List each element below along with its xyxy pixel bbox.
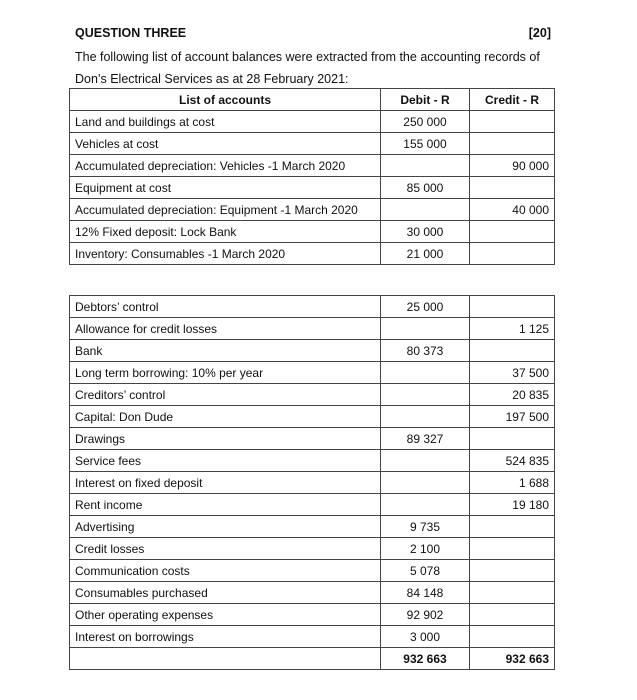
debit-cell xyxy=(381,362,470,384)
credit-cell: 1 125 xyxy=(470,318,555,340)
question-title: QUESTION THREE xyxy=(75,26,187,40)
table-row xyxy=(70,384,555,406)
totals-row xyxy=(70,648,555,670)
credit-cell: 19 180 xyxy=(470,494,555,516)
account-cell: Accumulated depreciation: Equipment -1 March 2020 xyxy=(70,199,381,221)
account-cell: Rent income xyxy=(70,494,381,516)
account-cell: Capital: Don Dude xyxy=(70,406,381,428)
account-cell: Allowance for credit losses xyxy=(70,318,381,340)
debit-cell xyxy=(381,406,470,428)
account-cell: Long term borrowing: 10% per year xyxy=(70,362,381,384)
account-cell: Debtors’ control xyxy=(70,296,381,318)
credit-cell: 20 835 xyxy=(470,384,555,406)
credit-cell xyxy=(470,133,555,155)
table-row xyxy=(70,296,555,318)
debit-cell: 21 000 xyxy=(381,243,470,265)
table-row xyxy=(70,538,555,560)
debit-cell: 30 000 xyxy=(381,221,470,243)
intro-text xyxy=(75,46,565,90)
account-cell: Creditors’ control xyxy=(70,384,381,406)
account-cell: Advertising xyxy=(70,516,381,538)
debit-cell xyxy=(381,199,470,221)
credit-cell xyxy=(470,221,555,243)
credit-cell xyxy=(470,340,555,362)
debit-cell: 5 078 xyxy=(381,560,470,582)
table-header-row xyxy=(70,89,555,111)
debit-cell xyxy=(381,494,470,516)
account-cell: Vehicles at cost xyxy=(70,133,381,155)
account-cell: Inventory: Consumables -1 March 2020 xyxy=(70,243,381,265)
debit-cell: 80 373 xyxy=(381,340,470,362)
account-cell: Drawings xyxy=(70,428,381,450)
account-cell: Land and buildings at cost xyxy=(70,111,381,133)
table-row xyxy=(70,133,555,155)
account-cell: Interest on borrowings xyxy=(70,626,381,648)
account-cell: Bank xyxy=(70,340,381,362)
account-cell: Communication costs xyxy=(70,560,381,582)
debit-cell: 92 902 xyxy=(381,604,470,626)
credit-cell: 1 688 xyxy=(470,472,555,494)
table-row xyxy=(70,362,555,384)
debit-cell xyxy=(381,472,470,494)
account-cell: Credit losses xyxy=(70,538,381,560)
account-cell: Other operating expenses xyxy=(70,604,381,626)
table-row xyxy=(70,582,555,604)
table-row xyxy=(70,494,555,516)
credit-cell xyxy=(470,296,555,318)
account-cell: Service fees xyxy=(70,450,381,472)
credit-cell: 37 500 xyxy=(470,362,555,384)
debit-cell xyxy=(381,155,470,177)
debit-cell: 155 000 xyxy=(381,133,470,155)
credit-cell: 40 000 xyxy=(470,199,555,221)
credit-cell xyxy=(470,428,555,450)
account-cell: Accumulated depreciation: Vehicles -1 March 2020 xyxy=(70,155,381,177)
credit-cell xyxy=(470,582,555,604)
table-row xyxy=(70,340,555,362)
debit-cell: 25 000 xyxy=(381,296,470,318)
table-row xyxy=(70,604,555,626)
credit-cell xyxy=(470,177,555,199)
credit-cell xyxy=(470,516,555,538)
table-row xyxy=(70,406,555,428)
debit-cell: 2 100 xyxy=(381,538,470,560)
table-row xyxy=(70,155,555,177)
accounts-table-bottom xyxy=(69,295,555,670)
debit-cell: 84 148 xyxy=(381,582,470,604)
credit-cell xyxy=(470,111,555,133)
question-header xyxy=(75,24,551,44)
credit-cell xyxy=(470,243,555,265)
account-cell: Consumables purchased xyxy=(70,582,381,604)
debit-cell xyxy=(381,318,470,340)
credit-cell xyxy=(470,538,555,560)
debit-cell: 85 000 xyxy=(381,177,470,199)
table-row xyxy=(70,111,555,133)
debit-cell: 932 663 xyxy=(381,648,470,670)
intro-line-2: Don’s Electrical Services as at 28 February 2021: xyxy=(75,72,349,86)
table-row xyxy=(70,243,555,265)
table-row xyxy=(70,221,555,243)
table-row xyxy=(70,472,555,494)
header-debit: Debit - R xyxy=(381,89,470,111)
table-row xyxy=(70,428,555,450)
header-credit: Credit - R xyxy=(470,89,555,111)
credit-cell: 90 000 xyxy=(470,155,555,177)
table-row xyxy=(70,626,555,648)
credit-cell: 932 663 xyxy=(470,648,555,670)
table-row xyxy=(70,450,555,472)
table-row xyxy=(70,560,555,582)
header-accounts: List of accounts xyxy=(70,89,381,111)
credit-cell xyxy=(470,604,555,626)
question-marks: [20] xyxy=(528,26,551,40)
debit-cell: 9 735 xyxy=(381,516,470,538)
credit-cell: 197 500 xyxy=(470,406,555,428)
debit-cell: 89 327 xyxy=(381,428,470,450)
account-cell: Interest on fixed deposit xyxy=(70,472,381,494)
credit-cell: 524 835 xyxy=(470,450,555,472)
accounts-table-top xyxy=(69,88,555,265)
account-cell: 12% Fixed deposit: Lock Bank xyxy=(70,221,381,243)
debit-cell: 250 000 xyxy=(381,111,470,133)
account-cell: Equipment at cost xyxy=(70,177,381,199)
account-cell xyxy=(70,648,381,670)
debit-cell: 3 000 xyxy=(381,626,470,648)
debit-cell xyxy=(381,384,470,406)
debit-cell xyxy=(381,450,470,472)
credit-cell xyxy=(470,626,555,648)
credit-cell xyxy=(470,560,555,582)
table-row xyxy=(70,318,555,340)
table-row xyxy=(70,199,555,221)
intro-line-1: The following list of account balances were extracted from the accounting records of xyxy=(75,50,540,64)
table-row xyxy=(70,516,555,538)
table-row xyxy=(70,177,555,199)
